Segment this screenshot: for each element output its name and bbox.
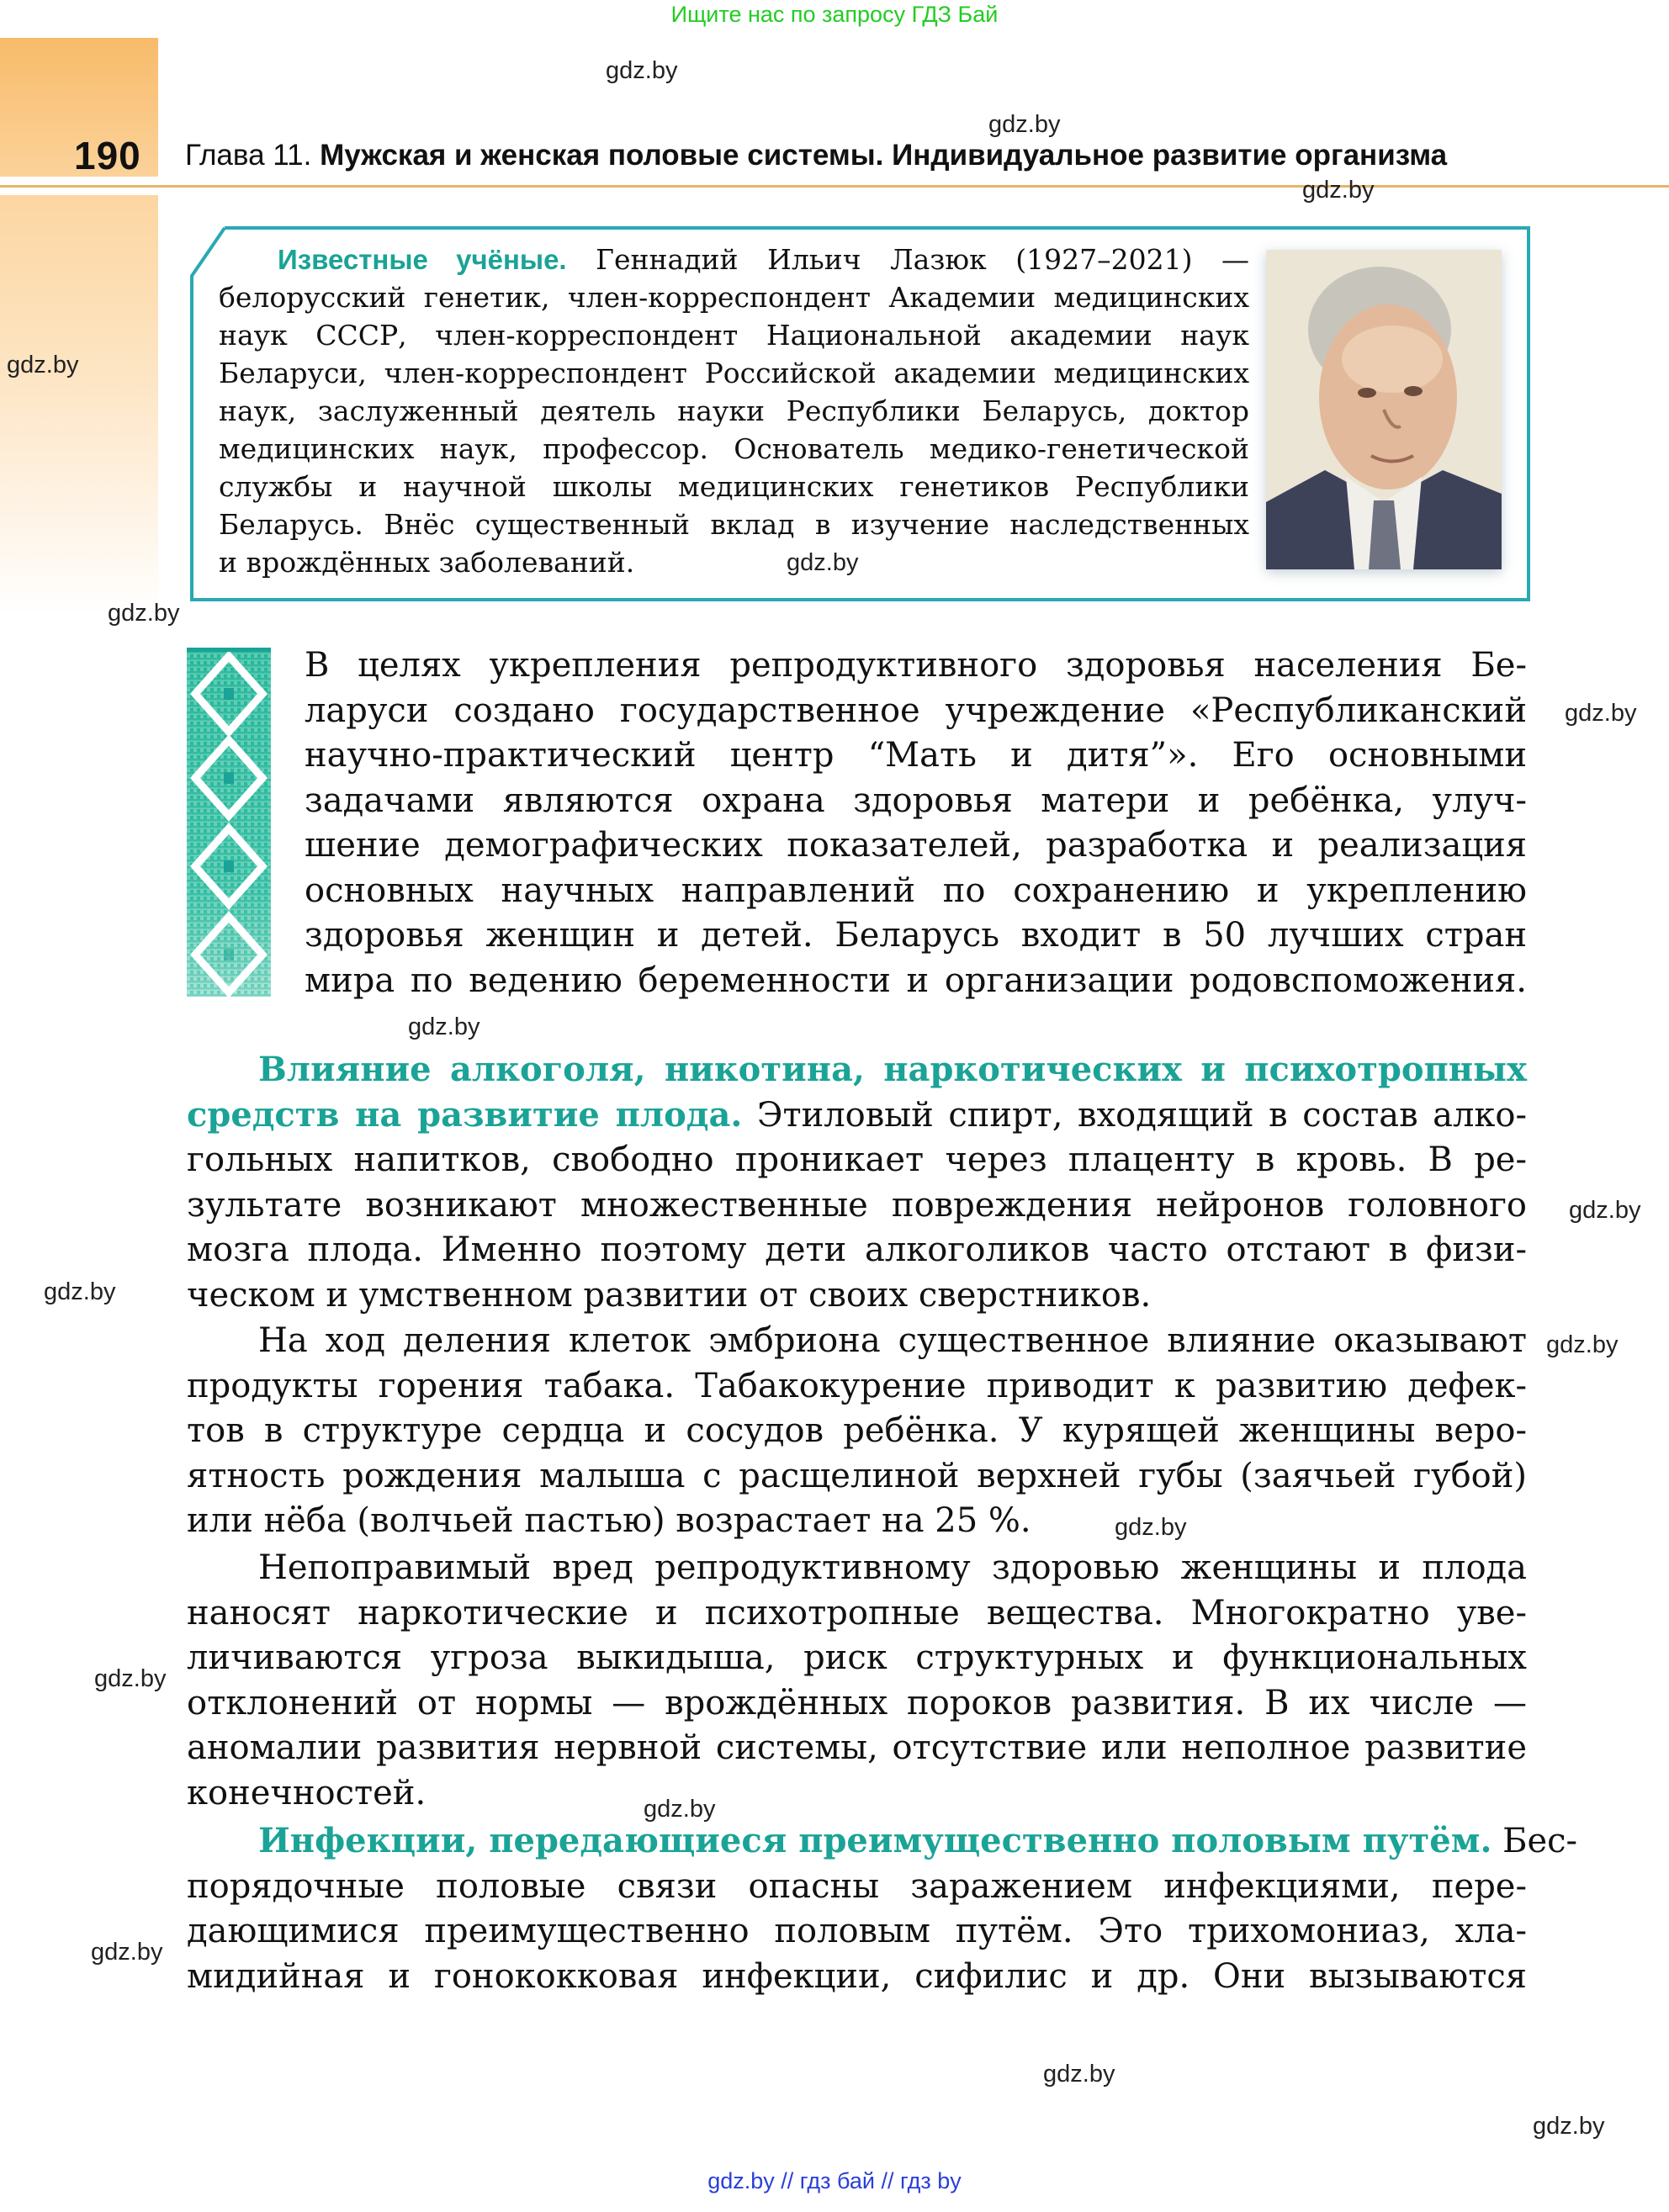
paragraph-drugs: Непоправимый вред репродуктивному здоровью женщины и плода наносят наркотические и психотропные вещества. Многократно уве- личиваются угроза выкидыша, риск структурных и функциональных отклонений от нормы — врождённых пороков развития. В их числе — аномалии развития нервной системы, отсутствие или неполное развитие конечностей. — [187, 1548, 1527, 1812]
scientist-portrait — [1266, 250, 1502, 569]
watermark-text: gdz.by — [408, 1013, 480, 1040]
watermark-text: gdz.by — [1546, 1331, 1619, 1358]
footer-links[interactable]: gdz.by // гдз бай // гдз by — [707, 2168, 962, 2193]
top-banner: Ищите нас по запросу ГДЗ Бай — [670, 2, 999, 27]
watermark-text: gdz.by — [1569, 1197, 1641, 1224]
watermark-text: gdz.by — [1565, 700, 1637, 727]
page-number: 190 — [74, 134, 141, 177]
watermark-text: gdz.by — [1302, 177, 1375, 204]
section-heading-infections: Инфекции, передающиеся преимущественно половым путём. — [258, 1821, 1492, 1860]
section-alcohol-effects: Влияние алкоголя, никотина, наркотических и психотропных средств на развитие плода. Этиловый спирт, входящий в состав алко- гольных напитков, свободно проникает через плаценту в кровь. В ре- зультате возникают множественные повреждения нейронов головного мозга плода. Именно поэтому дети алкоголиков часто отстают в физи- ческом и умственном развитии от своих сверстников. — [187, 1047, 1527, 1318]
margin-gradient-band — [0, 195, 158, 616]
section-heading-alcohol-cont: средств на развитие плода. — [187, 1094, 743, 1135]
watermark-text: gdz.by — [988, 111, 1061, 138]
paragraph-tobacco: На ход деления клеток эмбриона существенное влияние оказывают продукты горения табака. Табакокурение приводит к развитию дефек- тов в структуре сердца и сосудов ребёнка. У курящей женщины веро- ятность рождения малыша с расщелиной верхней губы (заячьей губой) или нёба (волчьей пастью) возрастает на 25 %. — [187, 1321, 1527, 1540]
watermark-text: gdz.by — [44, 1278, 116, 1305]
watermark-text: gdz.by — [644, 1796, 716, 1823]
section-infections: Инфекции, передающиеся преимущественно половым путём. Бес- порядочные половые связи опасны заражением инфекциями, пере- дающимися преимущественно половым путём. Это трихомониаз, хла- мидийная и гонококковая инфекции, сифилис и др. Они вызываются — [187, 1821, 1578, 1996]
watermark-text: gdz.by — [1115, 1514, 1187, 1541]
watermark-text: gdz.by — [606, 57, 678, 84]
chapter-label: Глава 11. — [185, 139, 312, 172]
famous-scientist-box — [189, 225, 1531, 602]
chapter-title: Мужская и женская половые системы. Индивидуальное развитие организма — [320, 139, 1448, 172]
watermark-text: gdz.by — [1043, 2061, 1115, 2088]
watermark-text: gdz.by — [7, 352, 79, 378]
paragraph-mother-child-center: В целях укрепления репродуктивного здоровья населения Бе- ларуси создано государственное учреждение «Республиканский научно-практический центр “Мать и дитя”». Его основными задачами являются охрана здоровья матери и ребёнка, улуч- шение демографических показателей, разработка и реализация основных научных направлений по сохранению и укреплению здоровья женщин и детей. Беларусь входит в 50 лучших стран мира по ведению беременности и организации родовспоможения. — [305, 646, 1527, 1000]
watermark-text: gdz.by — [94, 1665, 167, 1692]
watermark-text: gdz.by — [787, 549, 859, 576]
box-label: Известные учёные. — [278, 244, 567, 275]
chapter-header — [185, 139, 1447, 172]
watermark-text: gdz.by — [108, 600, 180, 627]
belarusian-ornament-decoration — [187, 648, 271, 997]
scientist-bio: Известные учёные. Геннадий Ильич Лазюк (1927–2021) — белорусский генетик, член-корреспондент Академии медицинских наук СССР, член-корреспондент Национальной академии наук Беларуси, член-корреспондент Российской академии медицинских наук, заслуженный деятель науки Республики Беларусь, доктор медицинских наук, профессор. Основатель медико-генетической службы и научной школы медицинских генетиков Республики Беларусь. Внёс существенный вклад в изучение наследственных и врождённых заболеваний. — [219, 243, 1250, 579]
section-heading-alcohol: Влияние алкоголя, никотина, наркотических и психотропных — [258, 1050, 1527, 1089]
watermark-text: gdz.by — [1533, 2113, 1605, 2140]
header-divider — [0, 185, 1669, 188]
watermark-text: gdz.by — [91, 1939, 163, 1966]
